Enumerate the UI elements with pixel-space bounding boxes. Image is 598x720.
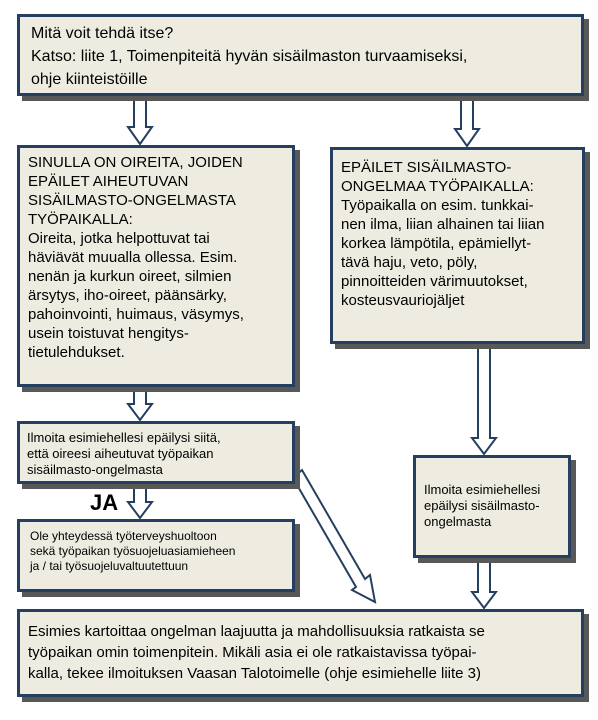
suspect-line: kosteusvauriojäljet: [341, 292, 465, 309]
symptoms-line: nenän ja kurkun oireet, silmien: [28, 268, 232, 285]
contact-line: ja / tai työsuojeluvaltuutettuun: [30, 559, 189, 573]
symptoms-line: pahoinvointi, huimaus, väsymys,: [28, 306, 244, 323]
contact-line: sekä työpaikan työsuojeluasiamieheen: [30, 544, 236, 558]
symptoms-line: usein toistuvat hengitys-: [28, 325, 189, 342]
notify-symptoms-line: että oireesi aiheutuvat työpaikan: [27, 446, 214, 461]
symptoms-line: TYÖPAIKALLA:: [28, 211, 133, 228]
symptoms-line: SINULLA ON OIREITA, JOIDEN: [28, 154, 243, 171]
suspect-line: nen ilma, liian alhainen tai liian: [341, 216, 545, 233]
notify-suspect-line: ongelmasta: [424, 514, 492, 529]
self-help-line: ohje kiinteistöille: [31, 71, 148, 88]
suspect-line: Työpaikalla on esim. tunkkai-: [341, 197, 534, 214]
notify-symptoms-line: sisäilmasto-ongelmasta: [27, 462, 163, 477]
suspect-line: EPÄILET SISÄILMASTO-: [341, 159, 512, 176]
contact-line: Ole yhteydessä työterveyshuoltoon: [30, 529, 217, 543]
symptoms-line: Oireita, jotka helpottuvat tai: [28, 230, 210, 247]
arrow-suspect-to-notify: [472, 347, 496, 454]
notify-suspect-line: Ilmoita esimiehellesi: [424, 482, 541, 497]
suspect-line: pinnoitteiden värimuutokset,: [341, 273, 528, 290]
suspect-line: tävä haju, veto, pöly,: [341, 254, 478, 271]
arrow-notify-suspect-to-bottom: [472, 561, 496, 608]
self-help-box: [17, 14, 584, 96]
suspected-problem-box: [330, 147, 585, 344]
contact-occupational-health-box: [17, 519, 295, 592]
symptoms-line: SISÄILMASTO-ONGELMASTA: [28, 192, 236, 209]
symptoms-line: ärsytys, iho-oireet, päänsärky,: [28, 287, 227, 304]
symptoms-line: EPÄILET AIHEUTUVAN: [28, 173, 189, 190]
notify-supervisor-suspect-box: [413, 455, 571, 558]
notify-symptoms-line: Ilmoita esimiehellesi epäilysi siitä,: [27, 430, 221, 445]
supervisor-action-box: [17, 609, 584, 697]
arrow-notify-to-contact: [128, 487, 152, 518]
supervisor-action-line: kalla, tekee ilmoituksen Vaasan Talotoimelle (ohje esimiehelle liite 3): [28, 665, 482, 682]
arrow-diagonal-to-bottom: [293, 470, 375, 602]
suspect-line: korkea lämpötila, epämiellyt-: [341, 235, 532, 252]
arrow-top-to-symptoms: [128, 99, 152, 144]
notify-suspect-line: epäilysi sisäilmasto-: [424, 498, 540, 513]
and-connector-label: JA: [90, 490, 119, 515]
suspect-line: ONGELMAA TYÖPAIKALLA:: [341, 178, 534, 195]
arrow-symptoms-to-notify: [128, 390, 152, 420]
symptoms-box: [17, 145, 295, 387]
symptoms-line: häviävät muualla ollessa. Esim.: [28, 249, 238, 266]
notify-supervisor-symptoms-box: [17, 421, 295, 484]
self-help-line: Katso: liite 1, Toimenpiteitä hyvän sisäilmaston turvaamiseksi,: [31, 48, 468, 65]
symptoms-line: tietulehdukset.: [28, 344, 125, 361]
self-help-line: Mitä voit tehdä itse?: [31, 25, 174, 42]
supervisor-action-line: työpaikan omin toimenpitein. Mikäli asia ei ole ratkaistavissa työpai-: [28, 644, 477, 661]
arrow-top-to-suspect: [455, 99, 479, 146]
supervisor-action-line: Esimies kartoittaa ongelman laajuutta ja mahdollisuuksia ratkaista se: [28, 623, 485, 640]
